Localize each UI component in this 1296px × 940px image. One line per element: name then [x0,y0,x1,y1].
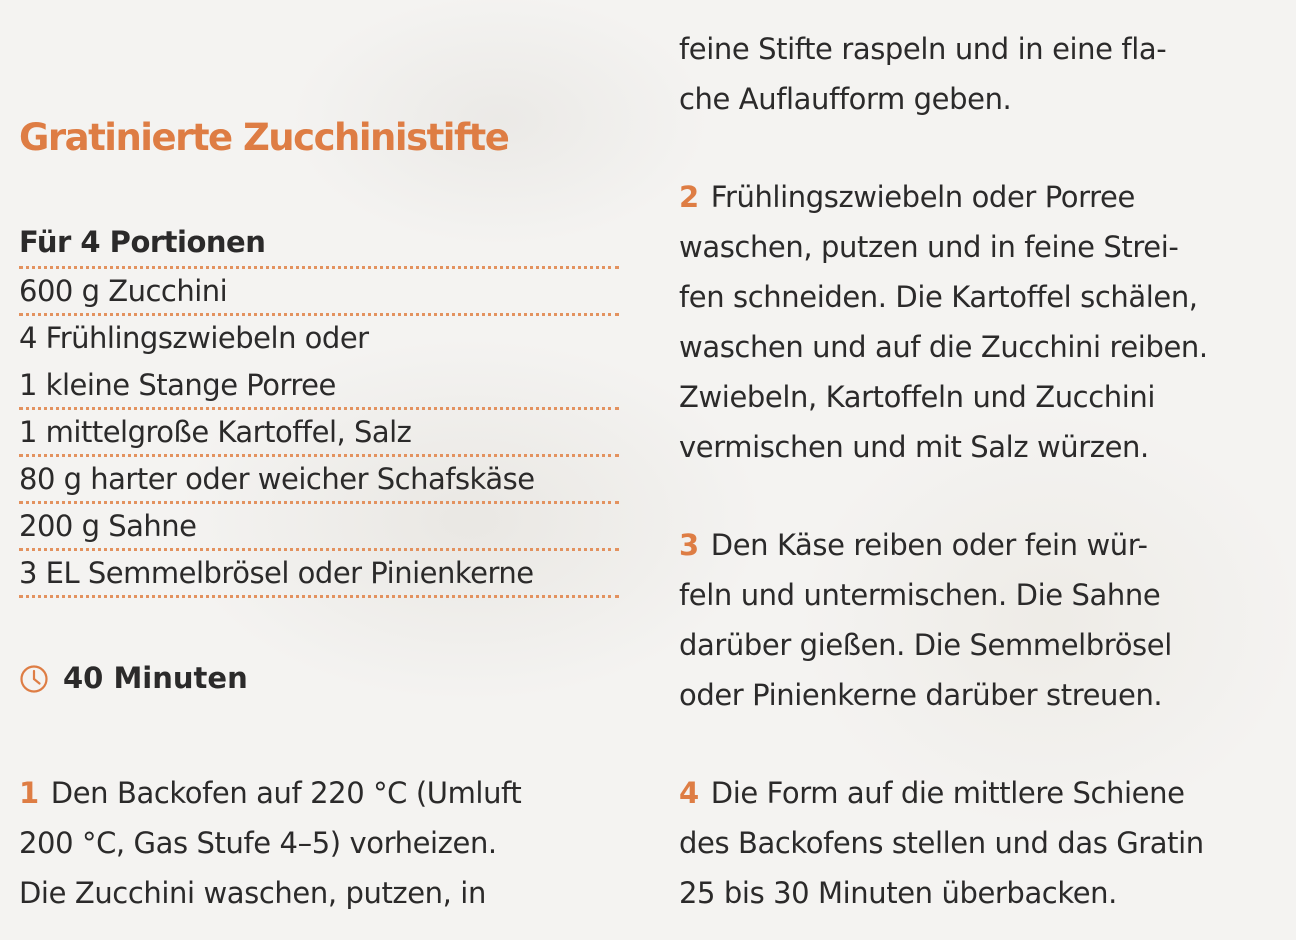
step-line: Zwiebeln, Kartoffeln und Zucchini [679,380,1156,414]
ingredient-item: 3 EL Semmelbrösel oder Pinienkerne [19,551,619,598]
step-line: Die Zucchini waschen, putzen, in [19,876,486,910]
step-number: 2 [679,180,699,214]
step-4 [679,768,1279,918]
step-text: Die Form auf die mittlere Schiene [710,776,1185,810]
step-1-continued [679,24,1279,124]
prep-time-label: 40 Minuten [63,661,248,695]
step-line: oder Pinienkerne darüber streuen. [679,678,1163,712]
step-line: feln und untermischen. Die Sahne [679,578,1161,612]
step-line: 25 bis 30 Minuten überbacken. [679,876,1117,910]
step-line [679,520,1279,570]
step-2 [679,172,1279,472]
step-1 [19,768,619,918]
step-text: Frühlingszwiebeln oder Porree [710,180,1135,214]
left-column [19,106,619,918]
step-text: Den Käse reiben oder fein wür- [710,528,1148,562]
step-line: che Auflaufform geben. [679,82,1012,116]
ingredient-item: 600 g Zucchini [19,269,619,316]
right-column [679,24,1279,918]
step-line: 200 °C, Gas Stufe 4–5) vorheizen. [19,826,497,860]
ingredient-item: 1 mittelgroße Kartoffel, Salz [19,410,619,457]
prep-time [19,658,619,698]
step-line: fen schneiden. Die Kartoffel schälen, [679,280,1198,314]
ingredient-item: 1 kleine Stange Porree [19,363,619,410]
ingredient-list [19,269,619,598]
ingredient-item: 200 g Sahne [19,504,619,551]
step-text: Den Backofen auf 220 °C (Umluft [50,776,522,810]
step-line: waschen, putzen und in feine Strei- [679,230,1179,264]
step-number: 4 [679,776,699,810]
step-line: waschen und auf die Zucchini reiben. [679,330,1208,364]
recipe-title: Gratinierte Zucchinistifte [19,116,509,159]
step-number: 3 [679,528,699,562]
step-line [19,768,619,818]
ingredient-item: 80 g harter oder weicher Schafskäse [19,457,619,504]
ingredient-item: 4 Frühlingszwiebeln oder [19,321,369,355]
servings-heading: Für 4 Portionen [19,222,619,269]
step-line: feine Stifte raspeln und in eine fla- [679,32,1167,66]
step-line: vermischen und mit Salz würzen. [679,430,1149,464]
step-line: darüber gießen. Die Semmelbrösel [679,628,1172,662]
step-number: 1 [19,776,39,810]
step-3 [679,520,1279,720]
step-line: des Backofens stellen und das Gratin [679,826,1204,860]
step-line [679,768,1279,818]
step-line [679,172,1279,222]
clock-icon [19,664,49,694]
